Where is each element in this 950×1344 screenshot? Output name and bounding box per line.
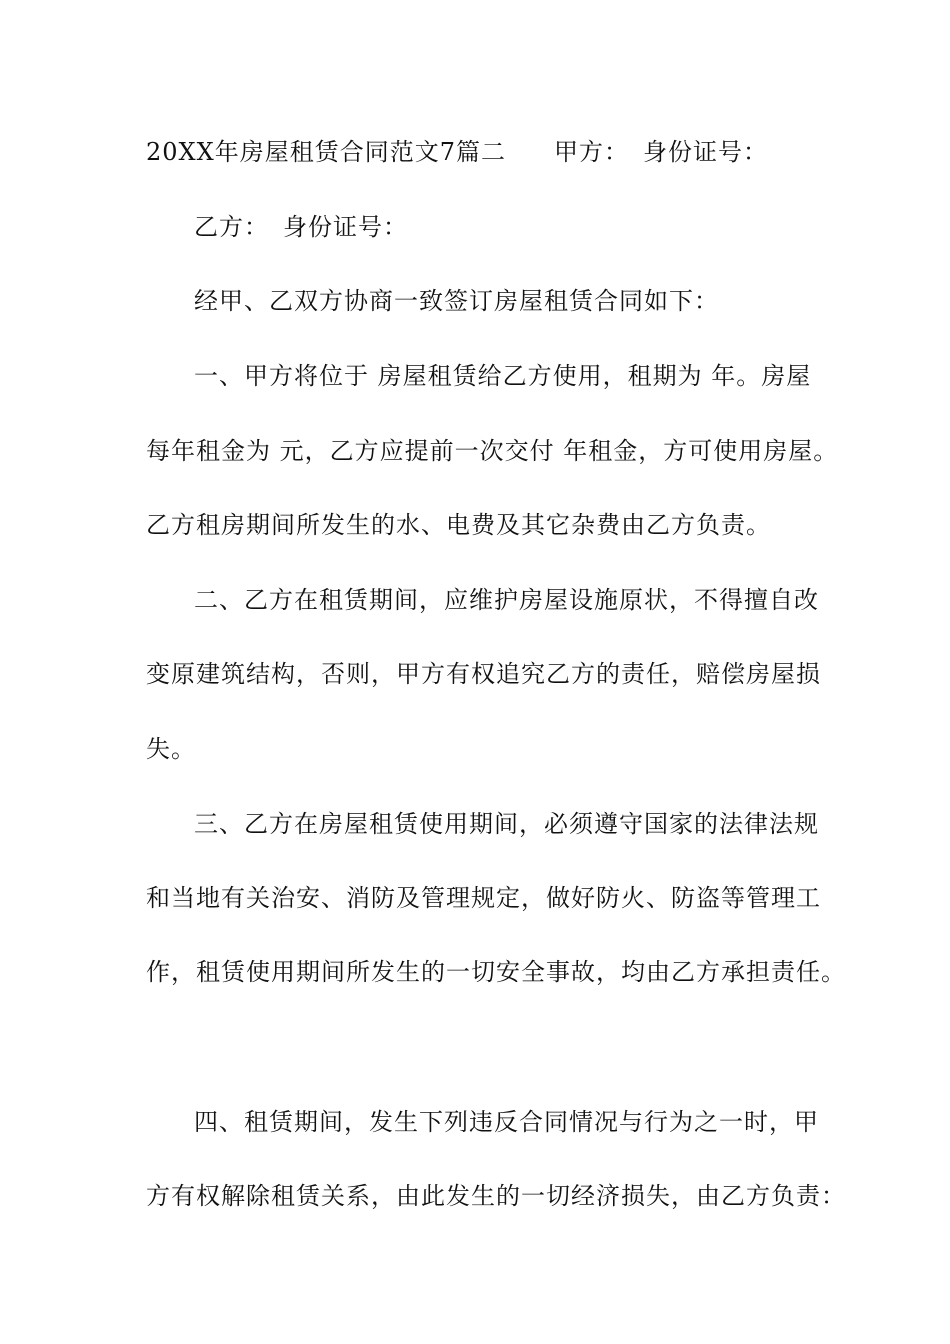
party-b-line: [194, 211, 874, 243]
paragraph-line: 二、乙方在租赁期间，应维护房屋设施原状，不得擅自改: [194, 586, 819, 614]
paragraph-line: 变原建筑结构，否则，甲方有权追究乙方的责任，赔偿房屋损: [146, 660, 821, 688]
party-a-id-label: 身份证号：: [642, 138, 768, 166]
paragraph-line: 经甲、乙双方协商一致签订房屋租赁合同如下：: [194, 287, 719, 315]
document-title: 20XX年房屋租赁合同范文7篇二: [146, 138, 506, 166]
paragraph-line: 每年租金为 元，乙方应提前一次交付 年租金，方可使用房屋。: [146, 437, 839, 465]
paragraph-line: 四、租赁期间，发生下列违反合同情况与行为之一时，甲: [194, 1108, 819, 1136]
paragraph-line: 方有权解除租赁关系，由此发生的一切经济损失，由乙方负责：: [146, 1182, 846, 1210]
party-b-label: 乙方：: [194, 213, 269, 241]
paragraph-line: 失。: [146, 735, 196, 763]
paragraph-line: 乙方租房期间所发生的水、电费及其它杂费由乙方负责。: [146, 511, 771, 539]
party-a-label: 甲方：: [553, 138, 629, 166]
paragraph-line: 一、甲方将位于 房屋租赁给乙方使用，租期为 年。房屋: [194, 362, 812, 390]
paragraph-line: 和当地有关治安、消防及管理规定，做好防火、防盗等管理工: [146, 884, 821, 912]
party-b-id-label: 身份证号：: [283, 213, 408, 241]
paragraph-line: 三、乙方在房屋租赁使用期间，必须遵守国家的法律法规: [194, 810, 819, 838]
title-line: [146, 136, 826, 168]
paragraph-line: 作，租赁使用期间所发生的一切安全事故，均由乙方承担责任。: [146, 958, 846, 986]
